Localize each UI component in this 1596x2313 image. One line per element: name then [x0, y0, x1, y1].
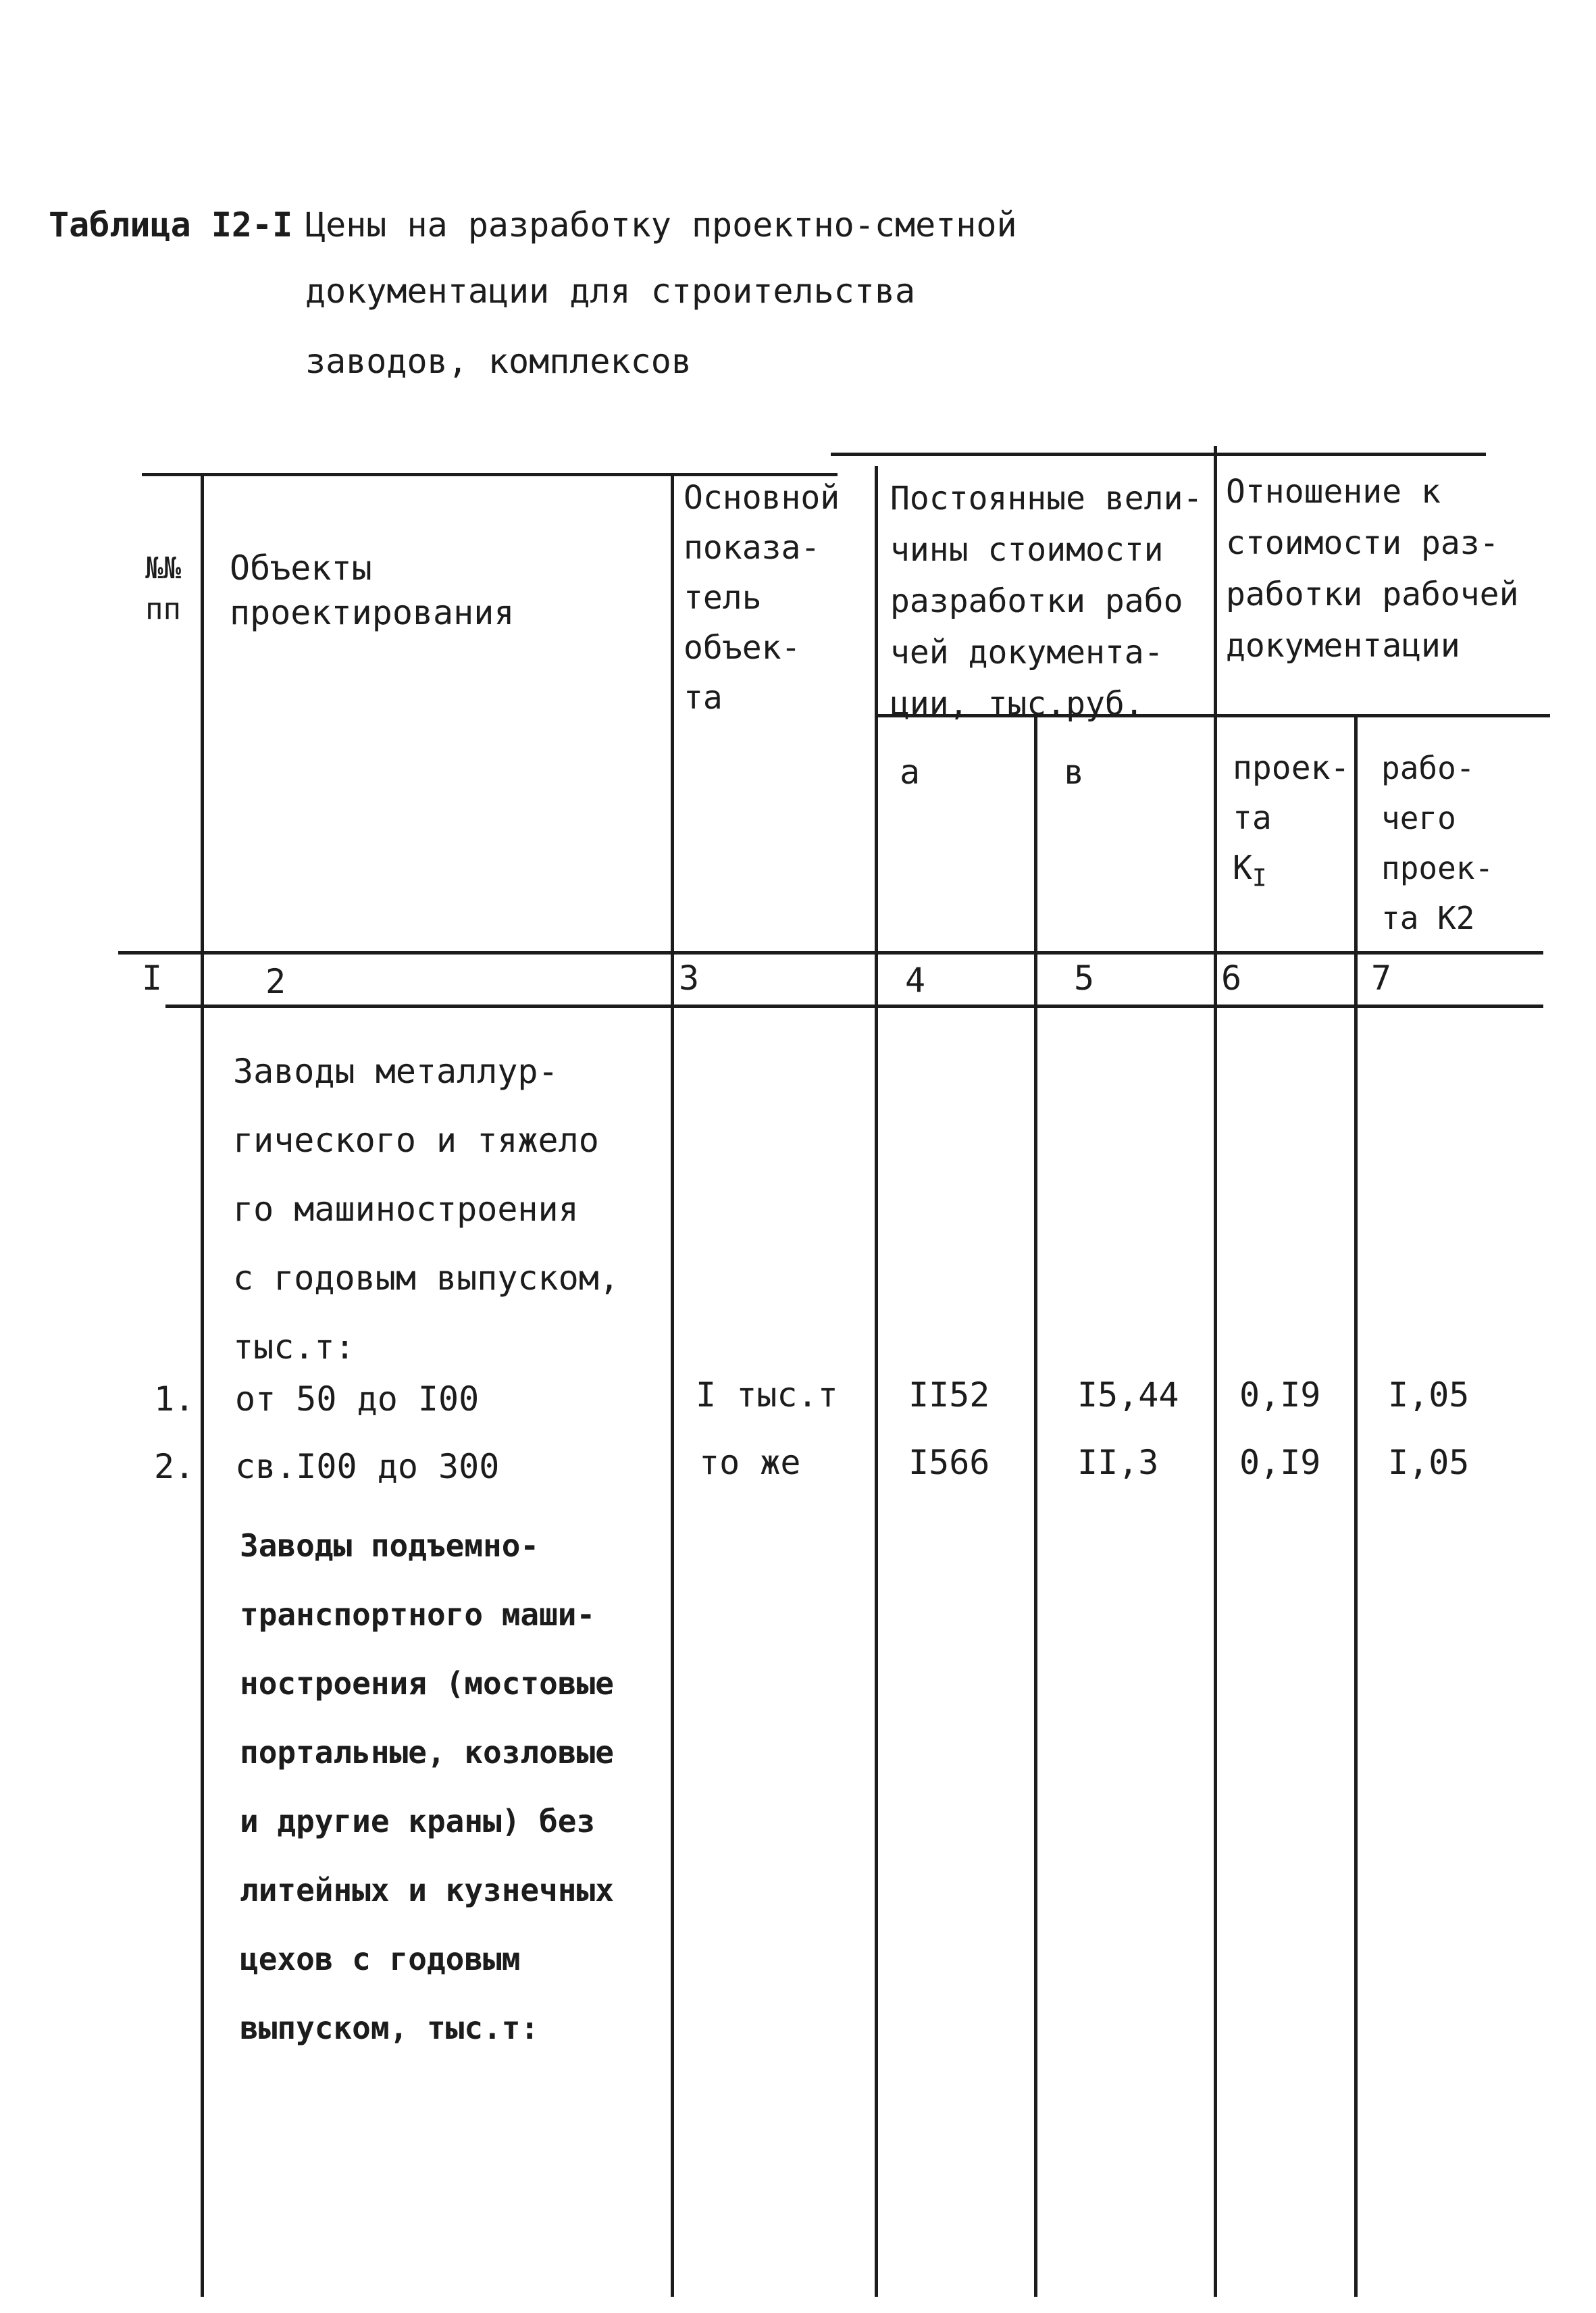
group2-heading: Заводы подъемно- транспортного маши- ностроения (мостовые портальные, козловые и другие краны) без литейных и кузнечных цехов с годовым выпуском, тыс.т: — [240, 1527, 614, 2046]
header-num: №№ пп — [145, 551, 181, 626]
colnum-7: 7 — [1371, 959, 1392, 998]
row1-num: 1. — [154, 1379, 195, 1419]
rule-col5 — [1214, 446, 1217, 2297]
rule-top-right — [831, 453, 1486, 456]
group1-heading: Заводы металлур- гического и тяжело го машиностроения с годовым выпуском, тыс.т: — [233, 1052, 619, 1367]
rule-col6 — [1354, 714, 1358, 2297]
row2-indicator: то же — [699, 1443, 801, 1482]
row2-num: 2. — [154, 1447, 195, 1486]
row2-b: II,3 — [1077, 1443, 1159, 1482]
colnum-2: 2 — [265, 962, 286, 1001]
colnum-3: 3 — [679, 959, 700, 998]
header-b: в — [1064, 753, 1085, 792]
row2-a: I566 — [908, 1443, 990, 1482]
rule-col2 — [671, 473, 674, 2297]
row2-k2: I,05 — [1388, 1443, 1470, 1482]
colnum-5: 5 — [1074, 959, 1095, 998]
table-caption-line3: заводов, комплексов — [305, 342, 692, 381]
rule-col4 — [1034, 714, 1037, 2297]
header-ratio: Отношение к стоимости раз- работки рабочей документации — [1226, 473, 1519, 665]
header-k1-subscript: I — [1252, 864, 1267, 892]
header-a: а — [900, 753, 921, 792]
header-objects: Объекты проектирования — [230, 549, 515, 632]
colnum-6: 6 — [1221, 959, 1242, 998]
table-caption-line1: Цены на разработку проектно-сметной — [305, 205, 1017, 245]
row2-object: св.I00 до 300 — [235, 1447, 500, 1486]
colnum-1: I — [142, 959, 163, 998]
table-caption-label: Таблица I2-I — [49, 205, 293, 245]
header-indicator: Основной показа- тель объек- та — [684, 479, 840, 717]
header-k2: рабо- чего проек- та К2 — [1381, 750, 1494, 936]
row1-indicator: I тыс.т — [696, 1375, 838, 1415]
rule-col1 — [201, 473, 204, 2297]
rule-col3 — [875, 466, 878, 2297]
header-k1: проек- та $К_I$ — [1233, 749, 1350, 892]
header-constants: Постоянные вели- чины стоимости разработки рабо чей документа- ции, тыс.руб. — [890, 480, 1203, 723]
row1-b: I5,44 — [1077, 1375, 1179, 1415]
colnum-4: 4 — [905, 961, 926, 1000]
row1-k2: I,05 — [1388, 1375, 1470, 1415]
row1-k1: 0,I9 — [1239, 1375, 1321, 1415]
rule-header-bottom — [118, 951, 1543, 955]
rule-numbers-bottom — [165, 1005, 1543, 1008]
table-caption-line2: документации для строительства — [305, 272, 916, 311]
row2-k1: 0,I9 — [1239, 1443, 1321, 1482]
row1-a: II52 — [908, 1375, 990, 1415]
row1-object: от 50 до I00 — [235, 1379, 480, 1419]
